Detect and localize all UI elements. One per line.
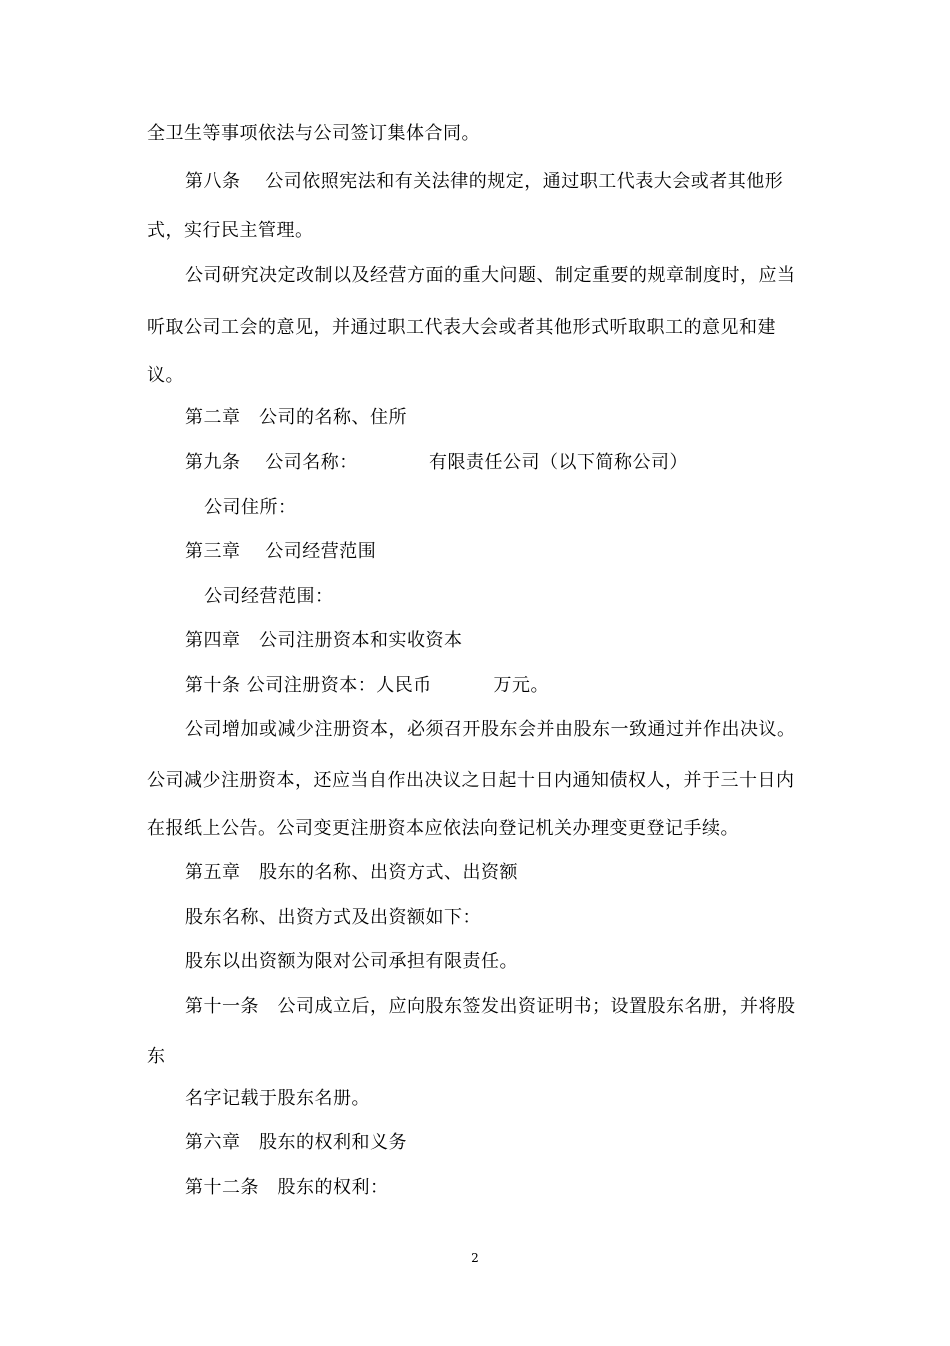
- text-line-15: 公司减少注册资本，还应当自作出决议之日起十日内通知债权人，并于三十日内: [147, 770, 795, 791]
- text-line-4: 公司研究决定改制以及经营方面的重大问题、制定重要的规章制度时，应当: [185, 265, 796, 286]
- text-line-business-scope: 公司经营范围：: [204, 586, 334, 607]
- text-line-18: 股东名称、出资方式及出资额如下：: [185, 907, 481, 928]
- text-line-16: 在报纸上公告。公司变更注册资本应依法向登记机关办理变更登记手续。: [147, 818, 739, 839]
- text-line-1: 全卫生等事项依法与公司签订集体合同。: [147, 123, 480, 144]
- chapter-3-heading: 第三章 公司经营范围: [185, 541, 377, 562]
- page-number: 2: [471, 1251, 479, 1265]
- chapter-6-heading: 第六章 股东的权利和义务: [185, 1132, 407, 1153]
- text-line-22: 名字记载于股东名册。: [185, 1088, 370, 1109]
- text-line-article-11: 第十一条 公司成立后，应向股东签发出资证明书；设置股东名册，并将股: [185, 996, 796, 1017]
- chapter-4-heading: 第四章 公司注册资本和实收资本: [185, 630, 463, 651]
- text-line-19: 股东以出资额为限对公司承担有限责任。: [185, 951, 518, 972]
- text-line-article-9: 第九条 公司名称： 有限责任公司（以下简称公司）: [185, 452, 688, 473]
- text-line-3: 式，实行民主管理。: [147, 220, 314, 241]
- text-line-article-10: 第十条 公司注册资本：人民币 万元。: [185, 675, 549, 696]
- text-line-6: 议。: [147, 365, 184, 386]
- text-line-article-8: 第八条 公司依照宪法和有关法律的规定，通过职工代表大会或者其他形: [185, 171, 784, 192]
- text-line-21: 东: [147, 1046, 166, 1067]
- text-line-5: 听取公司工会的意见，并通过职工代表大会或者其他形式听取职工的意见和建: [147, 317, 776, 338]
- text-line-company-address: 公司住所：: [204, 497, 297, 518]
- text-line-14: 公司增加或减少注册资本，必须召开股东会并由股东一致通过并作出决议。: [185, 719, 796, 740]
- text-line-article-12: 第十二条 股东的权利：: [185, 1177, 389, 1198]
- chapter-5-heading: 第五章 股东的名称、出资方式、出资额: [185, 862, 518, 883]
- chapter-2-heading: 第二章 公司的名称、住所: [185, 407, 407, 428]
